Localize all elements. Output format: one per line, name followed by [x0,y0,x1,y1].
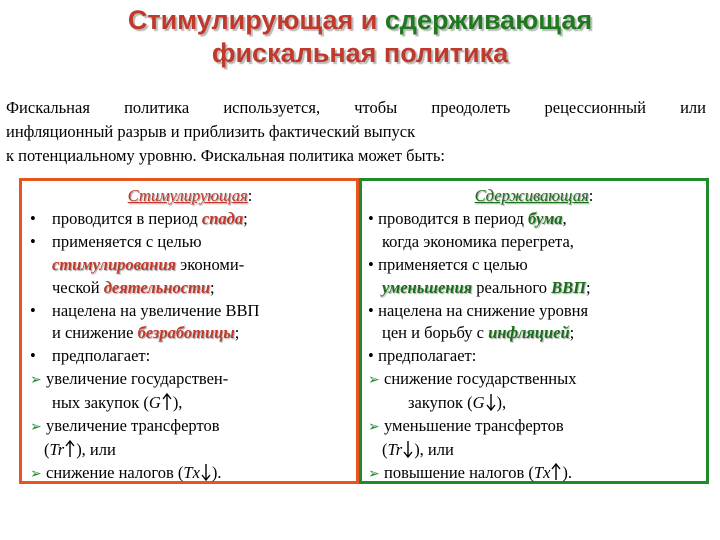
list-item: • нацелена на увеличение ВВП [30,300,350,323]
arrow-up-icon [550,463,562,481]
bullet-icon: • [368,254,374,274]
arrow-down-icon [200,463,212,481]
chevron-icon: ➢ [30,372,42,389]
bullet-icon: • [30,208,36,228]
intro-line-2: инфляционный разрыв и приблизить фактический выпуск [6,122,416,141]
list-item: • применяется с целью [368,254,700,277]
title-part-stimulating: Стимулирующая и [127,5,385,35]
chevron-icon: ➢ [30,419,42,436]
sub-list-item: ➢ снижение государственных [368,368,700,392]
list-item: • проводится в период бума, [368,208,700,231]
intro-line-3: к потенциальному уровню. Фискальная политика может быть: [6,146,445,165]
stimulating-policy-box: Стимулирующая: • проводится в период спада; • применяется с целью стимулирования экономи- ческой деятельности; • нацелена на увеличение ВВП и снижение безработицы; • предполагает: ➢ увеличение государствен- ных закупок (G ), ➢ увеличение трансфертов (Tr ), или ➢ снижение налогов (Tx ). [19,178,359,484]
title-line-2: фискальная политика [211,38,509,68]
keyword-reduction: уменьшения [382,277,473,297]
arrow-up-icon [64,440,76,458]
restraining-heading: Сдерживающая: [474,186,594,205]
title-part-restraining: сдерживающая [384,5,593,35]
chevron-icon: ➢ [368,465,380,482]
keyword-inflation: инфляцией [488,323,570,343]
intro-paragraph [6,96,706,168]
chevron-icon: ➢ [30,465,42,482]
sub-list-item: ➢ увеличение государствен- [30,368,350,392]
arrow-down-icon [402,440,414,458]
sub-list-item: ➢ увеличение трансфертов [30,415,350,439]
sub-list-item: ➢ повышение налогов (Tx ). [368,462,700,486]
bullet-icon: • [368,300,374,320]
list-item: • нацелена на снижение уровня [368,300,700,323]
bullet-icon: • [30,231,36,251]
arrow-up-icon [161,393,173,411]
keyword-gdp: ВВП [551,277,586,297]
list-item: • применяется с целью [30,231,350,254]
restraining-policy-box: Сдерживающая: • проводится в период бума, когда экономика перегрета, • применяется с целью уменьшения реального ВВП; • нацелена на снижение уровня цен и борьбу с инфляцией; • предполагает: ➢ снижение государственных закупок (G ), ➢ уменьшение трансфертов (Tr ), или ➢ повышение налогов (Tx ). [359,178,709,484]
bullet-icon: • [368,346,374,366]
sub-list-item: ➢ снижение налогов (Tx ). [30,462,350,486]
keyword-boom: бума [528,208,563,228]
slide-title [0,4,720,70]
bullet-icon: • [368,208,374,228]
list-item: • предполагает: [368,345,700,368]
chevron-icon: ➢ [368,372,380,389]
list-item: • проводится в период спада; [30,208,350,231]
bullet-icon: • [30,346,36,366]
intro-line-1: Фискальная политика используется, чтобы преодолеть рецессионный или [6,98,706,117]
arrow-down-icon [485,393,497,411]
keyword-activity: деятельности [103,277,211,297]
list-item: • предполагает: [30,345,350,368]
stimulating-heading: Стимулирующая: [127,186,253,205]
bullet-icon: • [30,300,36,320]
keyword-unemployment: безработицы [137,323,235,343]
chevron-icon: ➢ [368,419,380,436]
keyword-stimulating: стимулирования [52,254,177,274]
sub-list-item: ➢ уменьшение трансфертов [368,415,700,439]
keyword-recession: спада [201,208,244,228]
